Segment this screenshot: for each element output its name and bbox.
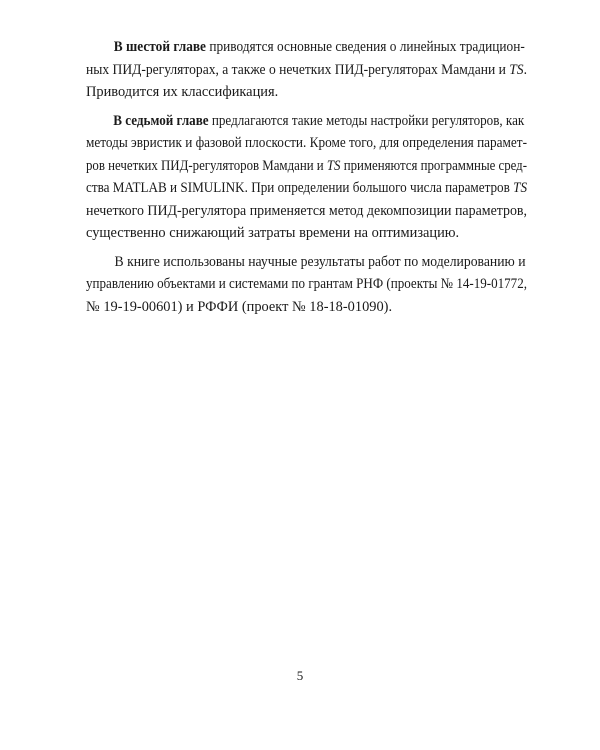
paragraph-chapter-seven — [86, 110, 527, 245]
text-line — [86, 177, 528, 200]
text-line — [86, 110, 525, 133]
line-text: предлагаются такие методы настройки регуляторов, как — [208, 112, 525, 129]
line-text: ных ПИД-регуляторах, а также о нечетких ПИД-регуляторах Мамдани и — [86, 61, 510, 78]
italic-term: TS — [513, 180, 528, 196]
line-text: В книге использованы научные результаты работ по моделированию и — [114, 253, 526, 270]
line-text: существенно снижающий затраты времени на оптимизацию. — [86, 225, 460, 241]
paragraph-grants — [86, 251, 527, 319]
text-line — [86, 155, 528, 178]
text-line — [86, 132, 528, 155]
text-line — [86, 200, 527, 223]
line-text: методы эвристик и фазовой плоскости. Кроме того, для определения парамет- — [86, 135, 528, 151]
line-text: применяются программные сред- — [340, 157, 528, 174]
bold-phrase: В шестой главе — [113, 39, 206, 55]
line-text: . — [523, 61, 527, 78]
text-line — [86, 296, 527, 319]
text-line — [86, 81, 527, 104]
paragraph-chapter-six — [86, 36, 527, 104]
text-line — [86, 222, 527, 245]
line-text: приводятся основные сведения о линейных традицион- — [205, 39, 525, 55]
text-line — [86, 251, 526, 274]
line-text: ров нечетких ПИД-регуляторов Мамдани и — [86, 157, 327, 174]
text-line — [86, 59, 527, 82]
line-text: нечеткого ПИД-регулятора применяется метод декомпозиции параметров, — [86, 202, 527, 219]
line-text: № 19-19-00601) и РФФИ (проект № 18-18-01090). — [86, 298, 393, 315]
line-text: управлению объектами и системами по грантам РНФ (проекты № 14-19-01772, — [86, 276, 527, 292]
text-line — [86, 273, 527, 296]
line-text: ства MATLAB и SIMULINK. При определении большого числа параметров — [86, 180, 514, 196]
italic-term: TS — [509, 61, 524, 78]
line-text: Приводится их классификация. — [86, 84, 279, 100]
body-text — [86, 36, 527, 318]
page-number: 5 — [296, 668, 304, 683]
text-line — [86, 36, 525, 59]
bold-phrase: В седьмой главе — [113, 112, 209, 129]
italic-term: TS — [326, 157, 341, 174]
